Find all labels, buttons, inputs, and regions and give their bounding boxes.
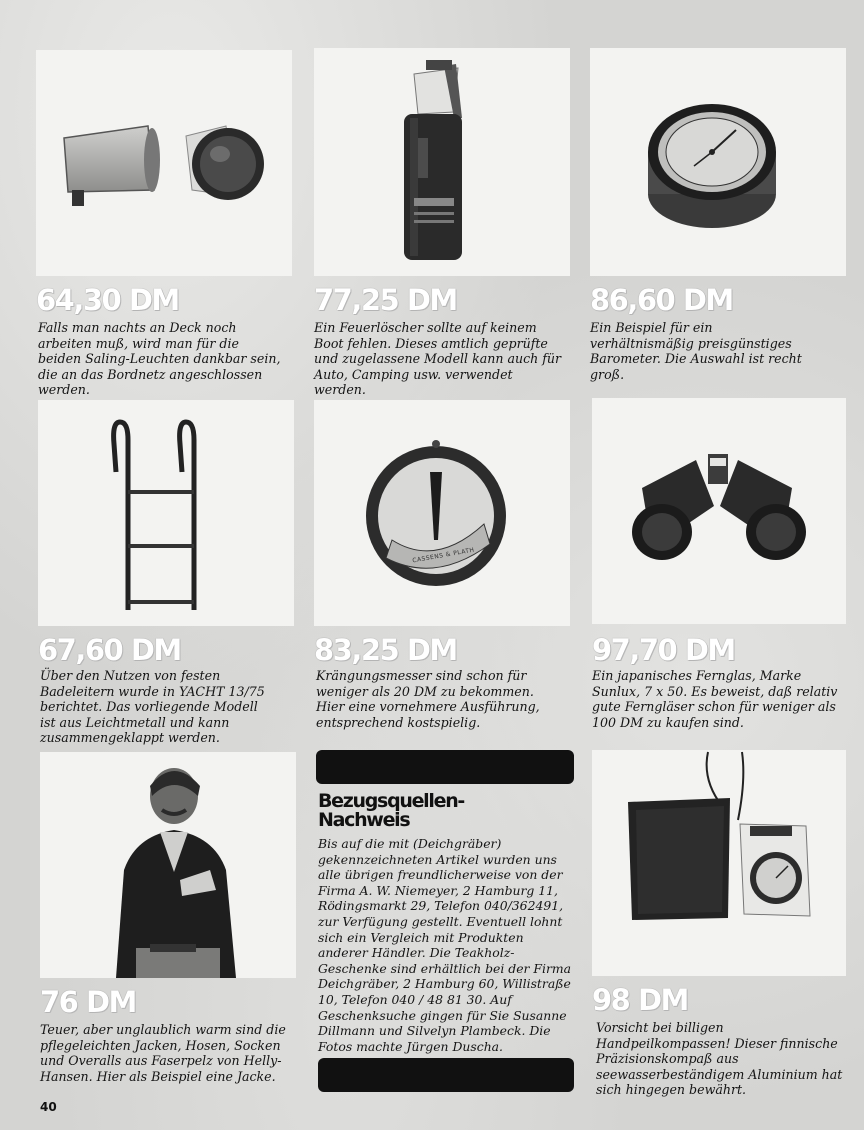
inclinometer-icon <box>314 400 570 626</box>
binoculars-icon <box>592 398 846 624</box>
photo-fire-extinguisher <box>314 48 570 276</box>
price-inclinometer: 83,25 DM <box>314 633 457 667</box>
photo-hand-bearing-compass <box>592 750 846 976</box>
source-box-title-line1: Bezugsquellen- <box>318 790 464 812</box>
source-box-bottom-band <box>318 1058 574 1092</box>
caption-barometer: Ein Beispiel für ein verhältnismäßig preisgünstiges Barometer. Die Auswahl ist recht groß. <box>590 320 802 382</box>
photo-fleece-jacket <box>40 752 296 978</box>
caption-fleece-jacket: Teuer, aber unglaublich warm sind die pflegeleichten Jacken, Hosen, Socken und Overalls aus Faserpelz von Helly-Hansen. Hier als Beispiel eine Jacke. <box>40 1022 286 1084</box>
caption-saling-lights: Falls man nachts an Deck noch arbeiten muß, wird man für die beiden Saling-Leuchten dankbar sein, die an das Bordnetz angeschlossen werden. <box>38 320 281 398</box>
inclinometer-brand-label: CASSENS & PLATH <box>411 546 476 565</box>
source-box-title <box>318 792 568 830</box>
boarding-ladder-icon <box>38 400 294 626</box>
price-boarding-ladder: 67,60 DM <box>38 633 181 667</box>
photo-boarding-ladder <box>38 400 294 626</box>
photo-inclinometer <box>314 400 570 626</box>
photo-barometer <box>590 48 846 276</box>
price-barometer: 86,60 DM <box>590 283 733 317</box>
price-fleece-jacket: 76 DM <box>40 985 136 1019</box>
page-number: 40 <box>40 1100 57 1114</box>
caption-boarding-ladder: Über den Nutzen von festen Badeleitern wurde in YACHT 13/75 berichtet. Das vorliegende Modell ist aus Leichtmetall und kann zusammengeklappt werden. <box>40 668 265 746</box>
photo-binoculars <box>592 398 846 624</box>
fire-extinguisher-icon <box>314 48 570 276</box>
man-in-jacket-icon <box>40 752 296 978</box>
source-box-top-band <box>316 750 574 784</box>
price-saling-lights: 64,30 DM <box>36 283 179 317</box>
caption-hand-bearing-compass: Vorsicht bei billigen Handpeilkompassen! Dieser finnische Präzisionskompaß aus seewasserbeständigem Aluminium hat sich hingegen bewährt. <box>596 1020 843 1098</box>
barometer-icon <box>590 48 846 276</box>
price-binoculars: 97,70 DM <box>592 633 735 667</box>
hand-bearing-compass-icon <box>592 750 846 976</box>
caption-fire-extinguisher: Ein Feuerlöscher sollte auf keinem Boot fehlen. Dieses amtlich geprüfte und zugelassene Modell kann auch für Auto, Camping usw. verwendet werden. <box>314 320 562 398</box>
saling-lights-icon <box>36 50 292 276</box>
price-hand-bearing-compass: 98 DM <box>592 983 688 1017</box>
source-box-text: Bis auf die mit (Deichgräber) gekennzeichneten Artikel wurden uns alle übrigen freundlicherweise von der Firma A. W. Niemeyer, 2 Hamburg 11, Rödingsmarkt 29, Telefon 040/362491, zur Verfügung gestellt. Eventuell lohnt sich ein Vergleich mit Produkten anderer Händler. Die Teakholz-Geschenke sind erhältlich bei der Firma Deichgräber, 2 Hamburg 60, Willistraße 10, Telefon 040 / 48 81 30. Auf Geschenksuche gingen für Sie Susanne Dillmann und Silvelyn Plambeck. Die Fotos machte Jürgen Duscha. <box>318 836 572 1054</box>
caption-inclinometer: Krängungsmesser sind schon für weniger als 20 DM zu bekommen. Hier eine vornehmere Ausführung, entsprechend kostspielig. <box>316 668 540 730</box>
caption-binoculars: Ein japanisches Fernglas, Marke Sunlux, 7 x 50. Es beweist, daß relativ gute Ferngläser schon für weniger als 100 DM zu kaufen sind. <box>592 668 838 730</box>
price-fire-extinguisher: 77,25 DM <box>314 283 457 317</box>
photo-saling-lights <box>36 50 292 276</box>
source-box-title-line2: Nachweis <box>318 809 410 831</box>
